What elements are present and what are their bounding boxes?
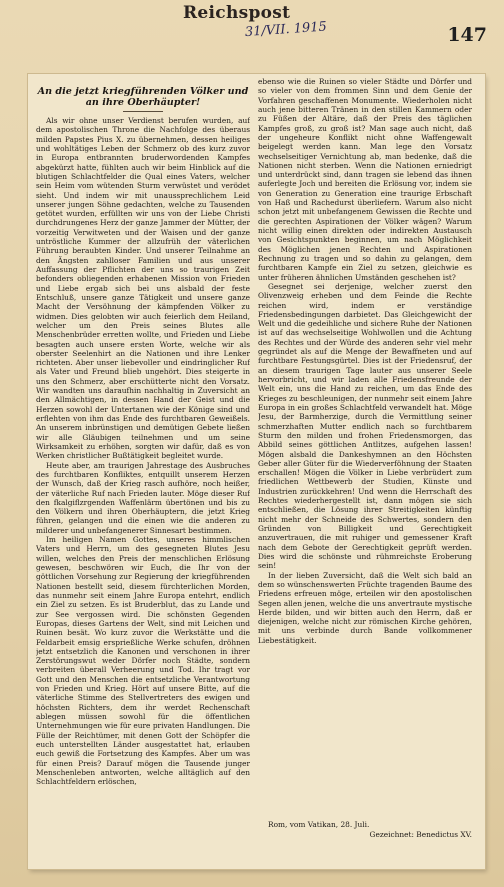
place-date-line: Rom, vom Vatikan, 28. Juli. — [268, 820, 370, 829]
article-headline: An die jetzt kriegführenden Völker und an ihre Oberhäupter! — [37, 86, 249, 108]
article-column-right — [258, 77, 472, 727]
headline-divider — [123, 111, 163, 112]
paragraph: Heute aber, am traurigen Jahrestage des Ausbruches des furchtbaren Konfliktes, entquillt unserem Herzen der Wunsch, daß der Krieg rasch aufhöre, noch heißer, der väterliche Ruf nach Frieden lauter. Möge dieser Ruf den fkalgiflzrgenden Waffenlärm übertönen und bis zu den Völkern und ihren Oberhäuptern, die jetzt Krieg führen, gelangen und die einen wie die anderen zu milderer und unbefangenerer Sinnesart bestimmen. — [36, 460, 250, 535]
paragraph: In der lieben Zuversicht, daß die Welt sich bald an dem so wünschenswerten Früchte tragenden Baume des Friedens erfreuen möge, erteilen wir den apostolischen Segen allen jenen, welche die uns anvertraute mystische Herde bilden, und wir bitten auch den Herrn, daß er diejenigen, welche nicht zur römischen Kirche gehören, mit uns verbinde durch Bande vollkommener Liebestätigkeit. — [258, 570, 472, 645]
handwritten-date: 31/VII. 1915 — [244, 19, 328, 41]
paragraph: ebenso wie die Ruinen so vieler Städte und Dörfer und so vieler von dem frommen Sinn und dem Genie der Vorfahren geschaffenen Monumente. Wiederholen nicht auch jene bitteren Tränen in den stillen Kammern oder zu Füßen der Altäre, daß der Preis des täglichen Kampfes groß, zu groß ist? Man sage auch nicht, daß der ungeheure Konflikt nicht ohne Waffengewalt beigelegt werden kann. Man lege den Vorsatz wechselseitiger Vernichtung ab, man bedenke, daß die Nationen nicht sterben. Wenn die Nationen erniedrigt und unterdrückt sind, dann tragen sie lebend das ihnen auferlegte Joch und bereiten die Erlösung vor, indem sie von Generation zu Generation eine traurige Erbschaft von Haß und Rachedurst überliefern. Warum also nicht schon jetzt mit unbefangenem Gewissen die Rechte und die gerechten Aspirationen der Völker wägen? Warum nicht willig einen direkten oder indirekten Austausch von Gesichtspunkten beginnen, um nach Möglichkeit des Möglichen jenen Rechten und Aspirationen Rechnung zu tragen und so dahin zu gelangen, dem furchtbaren Kampfe ein Ziel zu setzen, gleichwie es unter früheren ähnlichen Umständen geschehen ist? — [258, 77, 472, 282]
masthead: Reichspost — [183, 3, 291, 23]
page-number: 147 — [447, 24, 487, 46]
paragraph: Als wir ohne unser Verdienst berufen wurden, auf dem apostolischen Throne die Nachfolge des überaus milden Papstes Pius X. zu übernehmen, dessen heiliges und wohltätiges Leben der Schmerz ob des kurz zuvor in Europa entbrannten bruderwordenden Kampfes abgekürzt hatte, fühlten auch wir beim Hinblick auf die blutigen Schlachtfelder die Qual eines Vaters, welcher sein Heim vom wütenden Sturm verwüstet und verödet sieht. Und indem wir mit unaussprechlichem Leid unserer jungen Söhne gedachten, welche zu Tausenden getötet wurden, erfüllten wir uns von der Liebe Christi durchdrungenes Herz der ganze Jammer der Mütter, der vorzeitig Verwitweten und der Waisen und der ganze untröstliche Kummer der allzufrüh der väterlichen Führung beraubten Kinder. Und unserer Teilnahme an den Ängsten zahlloser Familien und aus unserer Auffassung der Pflichten der uns so traurigen Zeit befonders obliegenden erhabenen Mission von Frieden und Liebe ergab sich bei uns alsbald der feste Entschluß, unsere ganze Tätigkeit und unsere ganze Macht der Versöhnung der kämpfenden Völker zu widmen. Dies gelobten wir auch feierlich dem Heiland, welcher um den Preis seines Blutes alle Menschenbrüder erretten wollte, und Frieden und Liebe besagten auch unsere ersten Worte, welche wir als oberster Seelenhirt an die Nationen und ihre Lenker richteten. Aber unser liebevoller und eindringlicher Ruf als Vater und Freund blieb ungehört. Dies steigerte in uns den Schmerz, aber erschütterte nicht den Vorsatz. Wir wandten uns daraufhin nachhaltig in Zuversicht an den Allmächtigen, in dessen Hand der Geist und die Herzen sowohl der Untertanen wie der Könige sind und erflehten von ihm das Ende des furchtbaren Geweißels. An unserem inbrünstigen und demütigen Gebete ließen wir alle Gläubigen teilnehmen und um seine Wirksamkeit zu erhöhen, sorgten wir dafür, daß es von Werken christlicher Bußtätigkeit begleitet wurde. — [36, 116, 250, 461]
article-column-left — [36, 86, 250, 862]
signature: Gezeichnet: Benedictus XV. — [369, 830, 472, 839]
paragraph: Gesegnet sei derjenige, welcher zuerst den Olivenzweig erheben und dem Feinde die Rechte reichen wird, indem er verständige Friedensbedingungen darbietet. Das Gleichgewicht der Welt und die gedeihliche und sichere Ruhe der Nationen ist auf das wechselseitige Wohlwollen und die Achtung des Rechtes und der Würde des anderen sehr viel mehr gegründet als auf die Menge der Bewaffneten und auf furchtbare Festungsgürtel. Dies ist der Friedensruf, der an diesem traurigen Tage lauter aus unserer Seele hervorbricht, und wir laden alle Friedensfreunde der Welt ein, uns die Hand zu reichen, um das Ende des Krieges zu beschleunigen, der nunmehr seit einem Jahre Europa in ein großes Schlachtfeld verwandelt hat. Möge Jesu, der Barmherzige, durch die Vermittlung seiner schmerzhaften Mutter endlich nach so furchtbarem Sturm den milden und frohen Friedensmorgen, das Abbild seines göttlichen Antlitzes, aufgehen lassen! Mögen alsbald die Dankeshymnen an den Höchsten Geber aller Güter für die Wiederverföhnung der Staaten erschallen! Mögen die Völker in Liebe verbrüdert zum friedlichen Wettbewerb der Studien, Künste und Industrien zurückkehren! Und wenn die Herrschaft des Rechtes wiederhergestellt ist, dann mögen sie sich entschließen, die Lösung ihrer Streitigkeiten künftig nicht mehr der Schneide des Schwertes, sondern den Gründen von Billigkeit und Gerechtigkeit anzuvertrauen, die mit ruhiger und gemessener Kraft nach dem Gebote der Gerechtigkeit geprüft werden. Dies wird die schönste und rühmreichste Eroberung sein! — [258, 281, 472, 571]
paragraph: Im heiligen Namen Gottes, unseres himmlischen Vaters und Herrn, um des gesegneten Blutes Jesu willen, welches den Preis der menschlichen Erlösung gewesen, beschwören wir Euch, die Ihr von der göttlichen Vorsehung zur Regierung der kriegführenden Nationen bestellt seid, diesem fürchterlichen Morden, das nunmehr seit einem Jahre Europa entehrt, endlich ein Ziel zu setzen. Es ist Bruderblut, das zu Lande und zur See vergossen wird. Die schönsten Gegenden Europas, dieses Gartens der Welt, sind mit Leichen und Ruinen besät. Wo kurz zuvor die Werkstätte und die Feldarbeit emsig ersprießliche Werke schufen, dröhnen jetzt entsetzlich die Kanonen und verschonen in ihrer Zerstörungswut weder Dörfer noch Städte, sondern verbreiten überall Verheerung und Tod. Ihr tragt vor Gott und den Menschen die entsetzliche Verantwortung von Frieden und Krieg. Hört auf unsere Bitte, auf die väterliche Stimme des Stellvertreters des ewigen und höchsten Richters, dem ihr werdet Rechenschaft ablegen müssen sowohl für die öffentlichen Unternehmungen wie für eure privaten Handlungen. Die Fülle der Reichtümer, mit denen Gott der Schöpfer die euch unterstellten Länder ausgestattet hat, erlauben euch gewiß die Fortsetzung des Kampfes. Aber um was für einen Preis? Darauf mögen die Tausende junger Menschenleben antworten, welche alltäglich auf den Schlachtfeldern erlöschen, — [36, 535, 250, 787]
